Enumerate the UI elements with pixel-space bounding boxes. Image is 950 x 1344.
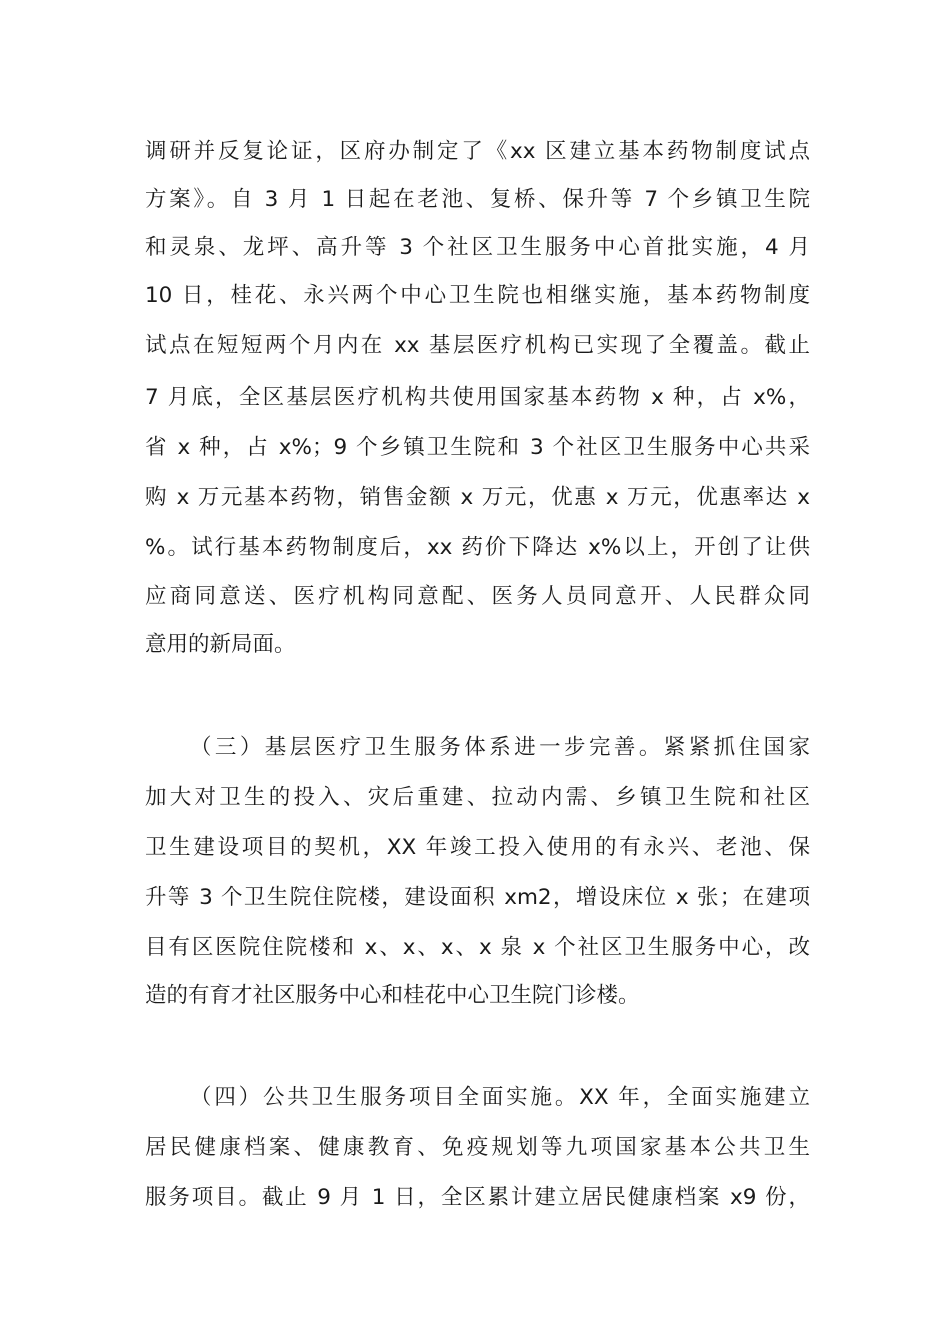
paragraph-2-line-10: 应商同意送、医疗机构同意配、医务人员同意开、人民群众同	[145, 584, 810, 609]
paragraph-2-line-6: 7 月底，全区基层医疗机构共使用国家基本药物 x 种，占 x%，	[145, 385, 810, 410]
paragraph-4-line-3: 服务项目。截止 9 月 1 日，全区累计建立居民健康档案 x9 份，	[145, 1185, 810, 1210]
paragraph-2-line-3: 和灵泉、龙坪、高升等 3 个社区卫生服务中心首批实施，4 月	[145, 235, 810, 260]
paragraph-2-line-9: %。试行基本药物制度后，xx 药价下降达 x%以上，开创了让供	[145, 535, 810, 560]
paragraph-3-line-2: 加大对卫生的投入、灾后重建、拉动内需、乡镇卫生院和社区	[145, 785, 810, 810]
paragraph-2-line-5: 试点在短短两个月内在 xx 基层医疗机构已实现了全覆盖。截止	[145, 333, 810, 358]
paragraph-2-line-2: 方案》。自 3 月 1 日起在老池、复桥、保升等 7 个乡镇卫生院	[145, 187, 810, 212]
paragraph-3-line-3: 卫生建设项目的契机，XX 年竣工投入使用的有永兴、老池、保	[145, 835, 810, 860]
paragraph-2-line-11: 意用的新局面。	[145, 632, 296, 657]
paragraph-2-line-8: 购 x 万元基本药物，销售金额 x 万元，优惠 x 万元，优惠率达 x	[145, 485, 810, 510]
paragraph-3-line-5: 目有区医院住院楼和 x、x、x、x 泉 x 个社区卫生服务中心，改	[145, 935, 810, 960]
paragraph-3-line-6: 造的有育才社区服务中心和桂花中心卫生院门诊楼。	[145, 983, 640, 1008]
paragraph-2-line-7: 省 x 种，占 x%；9 个乡镇卫生院和 3 个社区卫生服务中心共采	[145, 435, 810, 460]
paragraph-4-line-2: 居民健康档案、健康教育、免疫规划等九项国家基本公共卫生	[145, 1135, 810, 1160]
paragraph-3-line-4: 升等 3 个卫生院住院楼，建设面积 xm2，增设床位 x 张；在建项	[145, 885, 810, 910]
paragraph-2-line-4: 10 日，桂花、永兴两个中心卫生院也相继实施，基本药物制度	[145, 283, 810, 308]
paragraph-4-line-1: （四）公共卫生服务项目全面实施。XX 年，全面实施建立	[190, 1085, 810, 1110]
paragraph-3-line-1: （三）基层医疗卫生服务体系进一步完善。紧紧抓住国家	[190, 735, 810, 760]
paragraph-2-line-1: 调研并反复论证，区府办制定了《xx 区建立基本药物制度试点	[145, 139, 810, 164]
